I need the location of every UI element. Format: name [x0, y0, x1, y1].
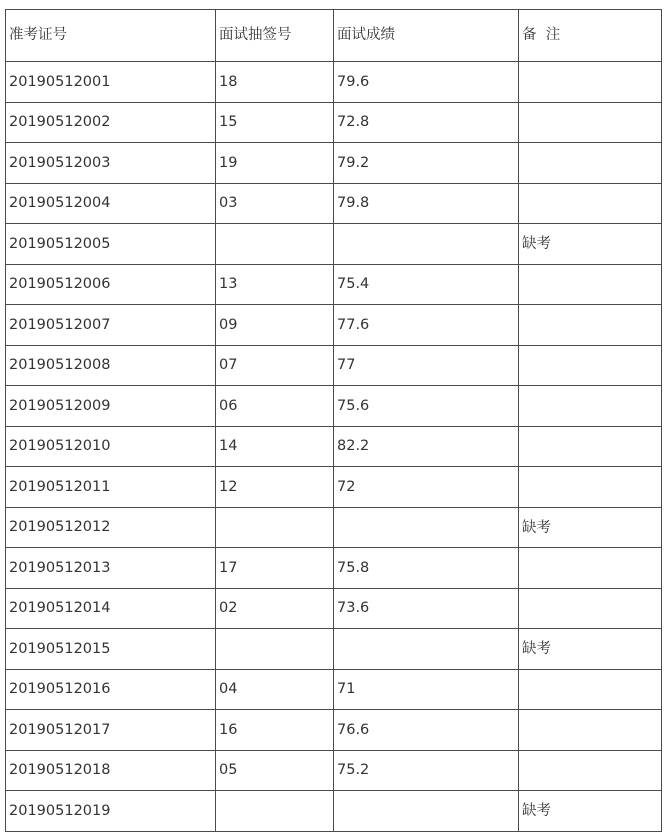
remark-cell — [519, 426, 662, 467]
header-remark: 备 注 — [519, 10, 662, 62]
exam-id-cell: 20190512013 — [6, 548, 216, 589]
remark-cell — [519, 62, 662, 103]
interview-score-cell: 73.6 — [334, 588, 519, 629]
table-row — [6, 143, 662, 184]
interview-score-cell: 76.6 — [334, 710, 519, 751]
draw-number-cell: 06 — [216, 386, 334, 427]
table-row — [6, 669, 662, 710]
interview-score-cell: 75.6 — [334, 386, 519, 427]
header-row — [6, 10, 662, 62]
table-row — [6, 102, 662, 143]
exam-id-cell: 20190512011 — [6, 467, 216, 508]
draw-number-cell: 19 — [216, 143, 334, 184]
interview-score-cell: 77.6 — [334, 305, 519, 346]
remark-cell: 缺考 — [519, 791, 662, 832]
table-row — [6, 467, 662, 508]
draw-number-cell: 13 — [216, 264, 334, 305]
remark-cell: 缺考 — [519, 629, 662, 670]
interview-score-cell: 75.4 — [334, 264, 519, 305]
interview-score-cell: 72.8 — [334, 102, 519, 143]
remark-cell — [519, 102, 662, 143]
exam-id-cell: 20190512007 — [6, 305, 216, 346]
interview-score-cell: 79.6 — [334, 62, 519, 103]
table-row — [6, 183, 662, 224]
remark-cell — [519, 750, 662, 791]
exam-id-cell: 20190512006 — [6, 264, 216, 305]
exam-id-cell: 20190512016 — [6, 669, 216, 710]
draw-number-cell: 16 — [216, 710, 334, 751]
interview-score-cell — [334, 629, 519, 670]
draw-number-cell — [216, 224, 334, 265]
header-draw-number: 面试抽签号 — [216, 10, 334, 62]
header-exam-id: 准考证号 — [6, 10, 216, 62]
remark-cell: 缺考 — [519, 224, 662, 265]
interview-score-cell: 79.8 — [334, 183, 519, 224]
draw-number-cell — [216, 629, 334, 670]
exam-id-cell: 20190512001 — [6, 62, 216, 103]
table-row — [6, 305, 662, 346]
remark-cell: 缺考 — [519, 507, 662, 548]
exam-id-cell: 20190512004 — [6, 183, 216, 224]
exam-id-cell: 20190512017 — [6, 710, 216, 751]
remark-cell — [519, 345, 662, 386]
table-row — [6, 791, 662, 832]
exam-id-cell: 20190512005 — [6, 224, 216, 265]
remark-cell — [519, 264, 662, 305]
exam-id-cell: 20190512018 — [6, 750, 216, 791]
draw-number-cell: 12 — [216, 467, 334, 508]
exam-id-cell: 20190512019 — [6, 791, 216, 832]
draw-number-cell: 05 — [216, 750, 334, 791]
exam-id-cell: 20190512003 — [6, 143, 216, 184]
draw-number-cell: 04 — [216, 669, 334, 710]
draw-number-cell: 07 — [216, 345, 334, 386]
exam-id-cell: 20190512015 — [6, 629, 216, 670]
table-header — [6, 10, 662, 62]
draw-number-cell: 18 — [216, 62, 334, 103]
exam-id-cell: 20190512009 — [6, 386, 216, 427]
table-row — [6, 588, 662, 629]
remark-cell — [519, 710, 662, 751]
header-interview-score: 面试成绩 — [334, 10, 519, 62]
table-row — [6, 548, 662, 589]
interview-score-cell: 77 — [334, 345, 519, 386]
remark-cell — [519, 588, 662, 629]
table-row — [6, 264, 662, 305]
draw-number-cell: 02 — [216, 588, 334, 629]
interview-score-cell — [334, 791, 519, 832]
interview-score-cell — [334, 224, 519, 265]
exam-id-cell: 20190512002 — [6, 102, 216, 143]
interview-score-cell: 72 — [334, 467, 519, 508]
draw-number-cell: 03 — [216, 183, 334, 224]
draw-number-cell — [216, 507, 334, 548]
exam-id-cell: 20190512014 — [6, 588, 216, 629]
remark-cell — [519, 669, 662, 710]
table-row — [6, 426, 662, 467]
table-row — [6, 386, 662, 427]
draw-number-cell: 14 — [216, 426, 334, 467]
interview-score-cell: 82.2 — [334, 426, 519, 467]
table-row — [6, 629, 662, 670]
interview-score-cell: 75.8 — [334, 548, 519, 589]
draw-number-cell: 09 — [216, 305, 334, 346]
interview-score-cell: 71 — [334, 669, 519, 710]
exam-id-cell: 20190512012 — [6, 507, 216, 548]
interview-score-table — [5, 9, 662, 832]
draw-number-cell: 15 — [216, 102, 334, 143]
table-row — [6, 345, 662, 386]
table-row — [6, 507, 662, 548]
table-row — [6, 710, 662, 751]
table-row — [6, 62, 662, 103]
table-body — [6, 62, 662, 832]
remark-cell — [519, 143, 662, 184]
remark-cell — [519, 548, 662, 589]
draw-number-cell: 17 — [216, 548, 334, 589]
remark-cell — [519, 305, 662, 346]
remark-cell — [519, 183, 662, 224]
exam-id-cell: 20190512010 — [6, 426, 216, 467]
remark-cell — [519, 467, 662, 508]
interview-score-cell: 75.2 — [334, 750, 519, 791]
table-row — [6, 224, 662, 265]
remark-cell — [519, 386, 662, 427]
draw-number-cell — [216, 791, 334, 832]
interview-score-cell — [334, 507, 519, 548]
exam-id-cell: 20190512008 — [6, 345, 216, 386]
table-row — [6, 750, 662, 791]
interview-score-cell: 79.2 — [334, 143, 519, 184]
